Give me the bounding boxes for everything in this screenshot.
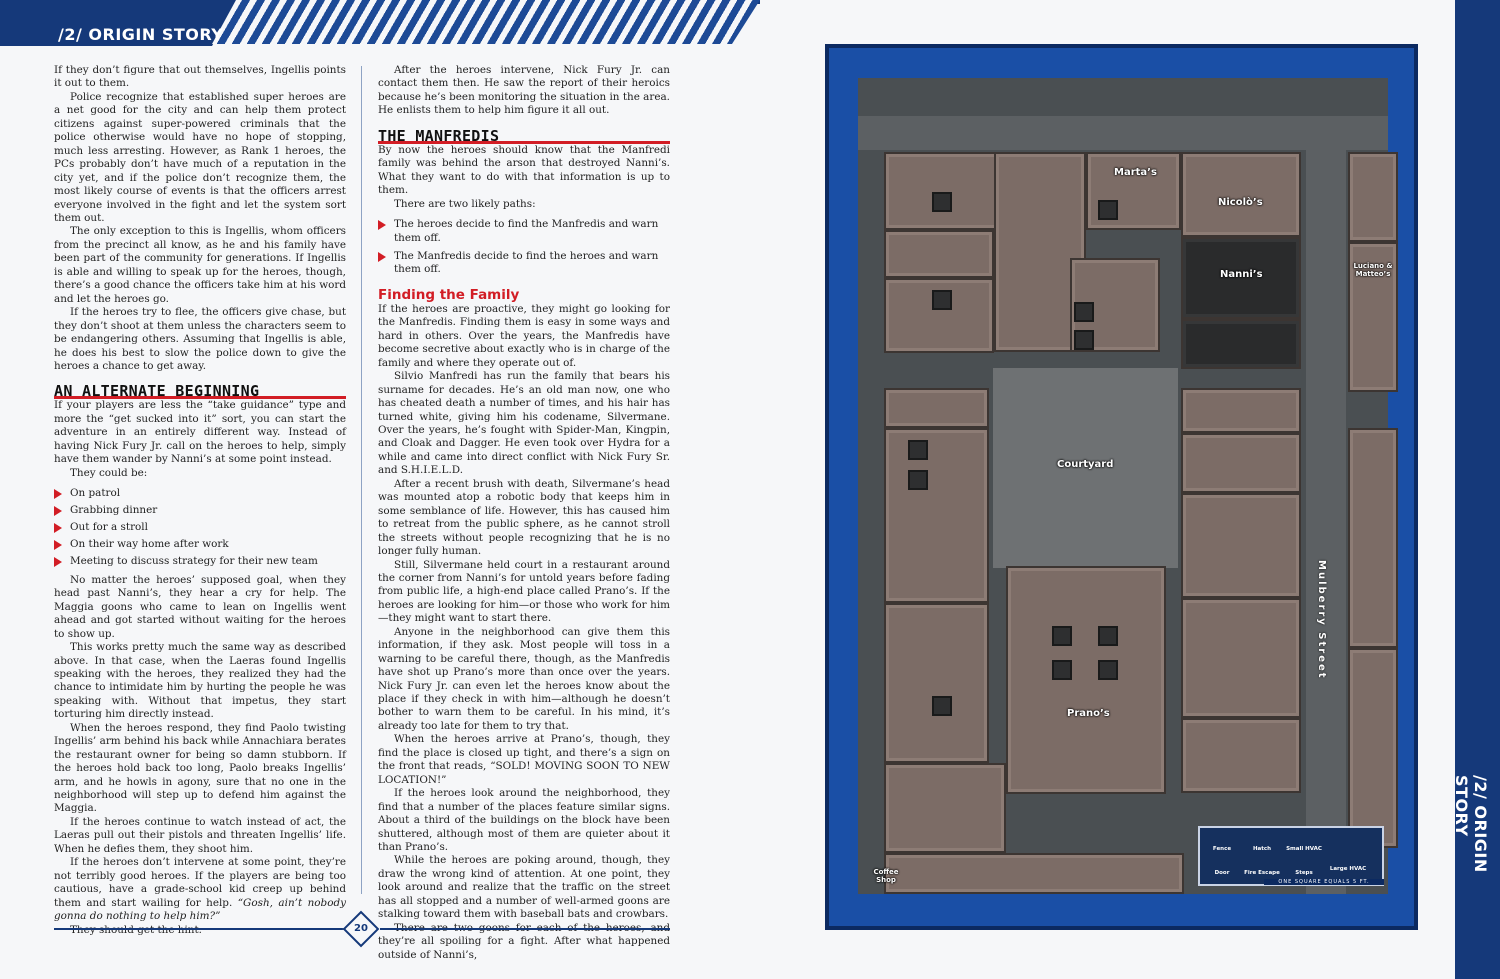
quote-italic: “Gosh, ain’t nobody gonna do nothing to help him?” — [54, 896, 346, 923]
paragraph: There are two likely paths: — [394, 197, 536, 210]
building-nannis-rear — [1181, 319, 1301, 369]
building — [884, 388, 989, 428]
footer-rule — [380, 928, 670, 930]
building — [1181, 718, 1301, 793]
bullet-list — [54, 487, 346, 569]
paragraph: Still, Silvermane held court in a restaurant around the corner from Nanni’s for untold years before fading from public life, a high-end place called Prano’s. If the heroes are looking for him—or those who work for him—they might want to start there. — [378, 558, 670, 625]
triangle-bullet-icon — [54, 540, 62, 550]
paragraph: Anyone in the neighborhood can give them this information, if they ask. Most people will toss in a warning to be careful there, though, as the Manfredis have shot up Prano’s more than once over the years. Nick Fury Jr. can even let the heroes know about the place if they check in with him—although he doesn’t bother to warn them to be careful. In his mind, it’s already too late for them to try that. — [378, 625, 670, 732]
paragraph: If the heroes try to flee, the officers give chase, but they don’t shoot at them unless the characters seem to be endangering others. Assuming that Ingellis is able, he does his best to slow the police down to give the heroes a chance to get away. — [54, 306, 346, 372]
paragraph: If the heroes continue to watch instead of act, the Laeras pull out their pistols and threaten Ingellis’ life. When he defies them, they shoot him. — [54, 815, 346, 855]
location-label: Nicolò’s — [1218, 197, 1263, 208]
map-scale-note: ONE SQUARE EQUALS 5 FT. — [1264, 879, 1384, 885]
page-number-badge — [343, 911, 380, 948]
paragraph: While the heroes are poking around, though, they draw the wrong kind of attention. At one point, they look around and realize that the traffic on the street has all stopped and a number of well-armed goons are stalking toward them with baseball bats and crowbars. — [378, 854, 670, 921]
paragraph: Silvio Manfredi has run the family that bears his surname for decades. He’s an old man now, one who has cheated death a number of times, and his hair has turned white, giving him his codename, Silvermane. Over the years, he’s fought with Spider-Man, Kingpin, and Cloak and Dagger. He even took over Hydra for a while and came into direct conflict with Nick Fury Sr. and S.H.I.E.L.D. — [378, 370, 670, 477]
legend-large-hvac: Large HVAC — [1329, 866, 1367, 872]
page-number: 20 — [354, 923, 368, 934]
paragraph: They could be: — [70, 466, 148, 479]
building — [884, 763, 1006, 853]
legend-fire-escape: Fire Escape — [1244, 870, 1280, 876]
hvac-icon — [908, 440, 928, 460]
building — [884, 603, 989, 763]
legend-fence: Fence — [1212, 846, 1232, 852]
legend-steps: Steps — [1295, 870, 1313, 876]
hvac-icon — [1052, 660, 1072, 680]
hvac-icon — [1074, 330, 1094, 350]
battle-map — [858, 78, 1393, 894]
hvac-icon — [1098, 660, 1118, 680]
paragraph: they’re all spoiling for a fight. After what happened outside of Nanni’s, — [378, 935, 670, 961]
building-luciano — [1348, 152, 1398, 242]
list-item: Grabbing dinner — [54, 504, 346, 517]
hvac-icon — [1052, 626, 1072, 646]
legend-door: Door — [1214, 870, 1230, 876]
hvac-icon — [932, 192, 952, 212]
paragraph: When the heroes respond, they find Paolo twisting Ingellis’ arm behind his back while Annachiara berates the restaurant owner for being so damn stubborn. If the heroes hold back too long, Paolo breaks Ingellis’ arm, and he howls in agony, sure that no one in the neighborhood will step up to defend him against the Maggia. — [54, 721, 346, 815]
location-label: Luciano & Matteo’s — [1353, 262, 1393, 278]
building — [884, 230, 994, 278]
building — [1348, 648, 1398, 848]
location-label: Courtyard — [1057, 459, 1114, 470]
hvac-icon — [1074, 302, 1094, 322]
location-label: Marta’s — [1114, 167, 1157, 178]
paragraph: If your players are less the “take guidance” type and more the “get sucked into it” sort, you can start the adventure in an entirely different way. Instead of having Nick Fury Jr. call on the heroes to help, simply have them wander by Nanni’s at some point instead. — [54, 399, 346, 466]
legend-hatch: Hatch — [1252, 846, 1272, 852]
paragraph: The only exception to this is Ingellis, whom officers from the precinct all know, as he and his family have been part of the community for generations. If Ingellis is able and willing to speak up for the heroes, though, there’s a good chance the officers take him at his word and let the heroes go. — [54, 225, 346, 305]
triangle-bullet-icon — [54, 523, 62, 533]
paragraph: Police recognize that established super heroes are a net good for the city and can help them protect citizens against super-powered criminals that the police otherwise would have no hope of stopping, much less arresting. However, as Rank 1 heroes, the PCs probably don’t have much of a reputation in the city yet, and if the police don’t recognize them, the most likely course of events is that the officers arrest everyone involved in the fight and let the system sort them out. — [54, 90, 346, 224]
section-heading — [378, 128, 670, 144]
building — [1181, 433, 1301, 493]
building — [884, 428, 989, 603]
list-item: On their way home after work — [54, 538, 346, 551]
subsection-heading: Finding the Family — [378, 286, 520, 303]
paragraph: If the heroes look around the neighborhood, they find that a number of the places feature similar signs. About a third of the buildings on the block have been shuttered, although most of them are quieter about it than Prano’s. — [378, 787, 670, 854]
paragraph: If the heroes don’t intervene at some point, they’re not terribly good heroes. If the players are being too cautious, have a grade-school kid creep up behind them and start wailing for help. “Gosh, ain’t nobody gonna do nothing to help him?” — [54, 856, 346, 923]
paragraph: If they don’t figure that out themselves, Ingellis points it out to them. — [54, 64, 346, 90]
section-heading — [54, 383, 346, 399]
road — [858, 116, 1388, 150]
list-item: On patrol — [54, 487, 346, 500]
header-stripes — [212, 0, 760, 44]
paragraph: When the heroes arrive at Prano’s, though, they find the place is closed up tight, and there’s a sign on the front that reads, “SOLD! MOVING SOON TO NEW LOCATION!” — [378, 733, 670, 786]
triangle-bullet-icon — [378, 220, 386, 230]
hvac-icon — [932, 290, 952, 310]
side-tab-title: /2/ ORIGIN STORY — [1452, 775, 1490, 873]
paragraph: No matter the heroes’ supposed goal, when they head past Nanni’s, they hear a cry for help. The Maggia goons who came to lean on Ingellis went ahead and got started without waiting for the heroes to show up. — [54, 573, 346, 640]
paragraph: This works pretty much the same way as described above. In that case, when the Laeras found Ingellis speaking with the heroes, they realized they had the chance to intimidate him by hurting the people he was speaking with. Without that impetus, they start torturing him directly instead. — [54, 641, 346, 721]
building-nicolos — [1181, 152, 1301, 237]
triangle-bullet-icon — [378, 252, 386, 262]
bullet-list — [378, 218, 670, 277]
hvac-icon — [908, 470, 928, 490]
building — [1181, 598, 1301, 718]
building — [1348, 428, 1398, 648]
column-divider — [361, 66, 362, 894]
text-column-left — [54, 64, 346, 937]
map-legend — [1198, 826, 1384, 886]
triangle-bullet-icon — [54, 557, 62, 567]
building — [1181, 493, 1301, 598]
section-heading-text: AN ALTERNATE BEGINNING — [54, 382, 260, 401]
footer-rule — [54, 928, 344, 930]
paragraph: After the heroes intervene, Nick Fury Jr. can contact them then. He saw the report of their heroics because he’s been monitoring the situation in the area. He enlists them to help him figure it all out. — [378, 64, 670, 117]
hvac-icon — [1098, 200, 1118, 220]
location-label: Nanni’s — [1220, 269, 1263, 280]
list-item: The Manfredis decide to find the heroes and warn them off. — [378, 250, 670, 277]
building — [884, 853, 1184, 894]
building — [884, 152, 1004, 230]
building — [1181, 388, 1301, 433]
triangle-bullet-icon — [54, 489, 62, 499]
legend-small-hvac: Small HVAC — [1286, 846, 1322, 852]
building-pranos — [1006, 566, 1166, 794]
hvac-icon — [1098, 626, 1118, 646]
list-item: Meeting to discuss strategy for their new team — [54, 555, 346, 568]
paragraph — [54, 924, 346, 937]
paragraph: By now the heroes should know that the Manfredi family was behind the arson that destroyed Nanni’s. What they want to do with that information is up to them. — [378, 143, 670, 197]
triangle-bullet-icon — [54, 506, 62, 516]
location-label: Coffee Shop — [873, 868, 899, 884]
text-column-right — [378, 64, 670, 962]
hvac-icon — [932, 696, 952, 716]
road — [1306, 150, 1346, 894]
section-heading-text: THE MANFREDIS — [378, 126, 500, 145]
paragraph: After a recent brush with death, Silvermane’s head was mounted atop a robotic body that keeps him in some semblance of life. However, this has caused him to retreat from the public sphere, as he cannot stroll the streets without people recognizing that he is no longer fully human. — [378, 477, 670, 558]
street-label: Mulberry Street — [1316, 560, 1327, 680]
list-item: The heroes decide to find the Manfredis and warn them off. — [378, 218, 670, 245]
paragraph: If the heroes are proactive, they might go looking for the Manfredis. Finding them is easy in some ways and hard in others. Over the years, the Manfredis have become secretive about exactly who is in charge of the family and where they operate out of. — [378, 302, 670, 369]
location-label: Prano’s — [1067, 708, 1110, 719]
list-item: Out for a stroll — [54, 521, 346, 534]
chapter-title: /2/ ORIGIN STORY — [58, 25, 224, 44]
